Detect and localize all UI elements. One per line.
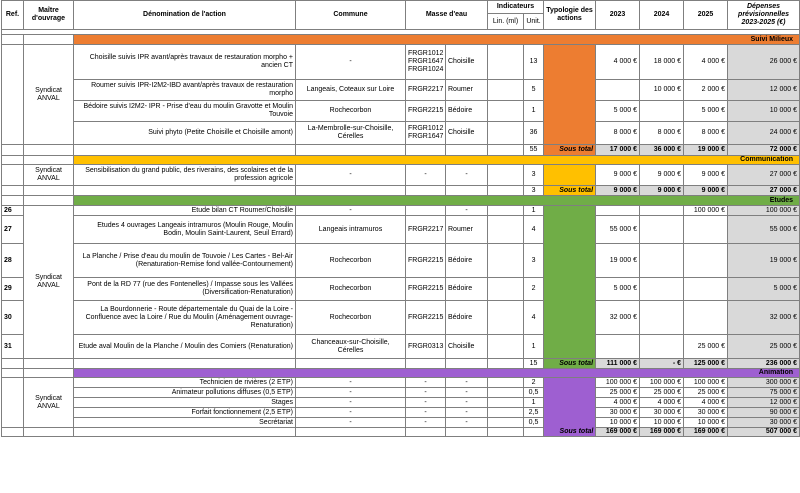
table-row (2, 80, 800, 101)
header-commune: Commune (296, 1, 406, 30)
subtotal-2025: 9 000 € (684, 186, 728, 196)
unit: 1 (524, 206, 544, 216)
y2023: 25 000 € (596, 388, 640, 398)
subtotal-row (2, 359, 800, 369)
commune: Chanceaux-sur-Choisille, Cérelles (296, 335, 406, 359)
table-row (2, 418, 800, 428)
commune: La-Membrolle-sur-Choisille, Cérelles (296, 122, 406, 145)
y2024: 9 000 € (640, 165, 684, 186)
masse-codes: FRGR0313 (406, 335, 446, 359)
masse-name: Bédoire (446, 244, 488, 278)
y2024: 100 000 € (640, 378, 684, 388)
total: 30 000 € (728, 418, 800, 428)
y2023: 8 000 € (596, 122, 640, 145)
masse-name: - (446, 206, 488, 216)
masse-codes: FRGR1012 FRGR1647 (406, 122, 446, 145)
denomination: Technicien de rivières (2 ETP) (74, 378, 296, 388)
denomination: Etudes 4 ouvrages Langeais intramuros (Moulin Rouge, Moulin Bodin, Moulin Saint-Laurent, Seuil Errard) (74, 216, 296, 244)
commune: - (296, 398, 406, 408)
header-row (2, 1, 800, 14)
ref: 29 (2, 278, 24, 301)
y2024: 30 000 € (640, 408, 684, 418)
y2024 (640, 301, 684, 335)
subtotal-2025: 125 000 € (684, 359, 728, 369)
masse-name: Bédoire (446, 101, 488, 122)
masse-name: - (446, 418, 488, 428)
unit: 3 (524, 244, 544, 278)
masse-codes: FRGR2215 (406, 278, 446, 301)
denomination: Roumer suivis IPR-I2M2-IBD avant/après travaux de restauration morpho (74, 80, 296, 101)
table-row (2, 301, 800, 335)
unit: 2 (524, 378, 544, 388)
commune: - (296, 206, 406, 216)
maitre-ouvrage: Syndicat ANVAL (24, 45, 74, 145)
total: 5 000 € (728, 278, 800, 301)
y2023: 4 000 € (596, 398, 640, 408)
y2025: 10 000 € (684, 418, 728, 428)
typologie-bar (544, 165, 596, 186)
masse-codes: - (406, 418, 446, 428)
subtotal-2024: 36 000 € (640, 145, 684, 156)
unit: 36 (524, 122, 544, 145)
table-row (2, 216, 800, 244)
section-etudes-title: Etudes (74, 196, 800, 206)
section-suivi-title: Suivi Milieux (74, 35, 800, 45)
masse-codes: FRGR2215 (406, 244, 446, 278)
table-row (2, 335, 800, 359)
masse-name: Bédoire (446, 278, 488, 301)
y2023: 5 000 € (596, 278, 640, 301)
masse-name: Choisille (446, 122, 488, 145)
y2023: 32 000 € (596, 301, 640, 335)
commune: Rochecorbon (296, 301, 406, 335)
y2025: 100 000 € (684, 206, 728, 216)
commune: Langeais, Coteaux sur Loire (296, 80, 406, 101)
section-communication-title: Communication (74, 156, 800, 165)
commune: - (296, 165, 406, 186)
subtotal-label: Sous total (559, 428, 594, 435)
y2024 (640, 206, 684, 216)
y2025: 25 000 € (684, 335, 728, 359)
y2023: 30 000 € (596, 408, 640, 418)
denomination: La Planche / Prise d'eau du moulin de Touvoie / Les Cartes - Bel-Air (Renaturation-Remise fond vallée-Contournement) (74, 244, 296, 278)
ref: 26 (2, 206, 24, 216)
masse-codes: FRGR2217 (406, 216, 446, 244)
commune: - (296, 408, 406, 418)
typologie-bar (544, 206, 596, 359)
section-animation-title: Animation (74, 369, 800, 378)
header-indicateurs: Indicateurs (488, 1, 544, 14)
y2025: 4 000 € (684, 45, 728, 80)
table-row (2, 45, 800, 80)
section-etudes-header (2, 196, 800, 206)
subtotal-row (2, 145, 800, 156)
maitre-ouvrage: Syndicat ANVAL (24, 378, 74, 428)
y2024 (640, 335, 684, 359)
table-row (2, 388, 800, 398)
unit: 3 (524, 165, 544, 186)
header-unit: Unit. (524, 14, 544, 30)
header-2025: 2025 (684, 1, 728, 30)
y2023: 5 000 € (596, 101, 640, 122)
total: 100 000 € (728, 206, 800, 216)
ref: 28 (2, 244, 24, 278)
subtotal-label: Sous total (544, 359, 596, 369)
y2024: 25 000 € (640, 388, 684, 398)
maitre-ouvrage: Syndicat ANVAL (24, 165, 74, 186)
masse-codes: - (406, 408, 446, 418)
total: 24 000 € (728, 122, 800, 145)
subtotal-2023: 169 000 € (596, 428, 640, 437)
budget-table (1, 0, 800, 437)
subtotal-total: 507 000 € (728, 428, 800, 437)
y2023: 10 000 € (596, 418, 640, 428)
subtotal-2024: - € (640, 359, 684, 369)
header-masse: Masse d'eau (406, 1, 488, 30)
subtotal-2023: 17 000 € (596, 145, 640, 156)
masse-name: Choisille (446, 335, 488, 359)
masse-codes: - (406, 165, 446, 186)
commune: - (296, 418, 406, 428)
section-animation-header (2, 369, 800, 378)
y2024: 18 000 € (640, 45, 684, 80)
subtotal-total: 236 000 € (728, 359, 800, 369)
y2025: 5 000 € (684, 101, 728, 122)
subtotal-unit: 15 (524, 359, 544, 369)
total: 90 000 € (728, 408, 800, 418)
header-maitre: Maître d'ouvrage (24, 1, 74, 30)
subtotal-unit: 55 (524, 145, 544, 156)
section-communication-header (2, 156, 800, 165)
header-lin: Lin. (ml) (488, 14, 524, 30)
subtotal-unit: 3 (524, 186, 544, 196)
masse-codes: FRGR2215 (406, 301, 446, 335)
unit: 1 (524, 335, 544, 359)
total: 26 000 € (728, 45, 800, 80)
denomination: Bédoire suivis I2M2- IPR - Prise d'eau du moulin Gravotte et Moulin Touvoie (74, 101, 296, 122)
denomination: Suivi phyto (Petite Choisille et Choisille amont) (74, 122, 296, 145)
commune: - (296, 45, 406, 80)
unit: 1 (524, 398, 544, 408)
subtotal-2024: 169 000 € (640, 428, 684, 437)
subtotal-2025: 19 000 € (684, 145, 728, 156)
y2024 (640, 101, 684, 122)
masse-name: Bédoire (446, 301, 488, 335)
masse-codes (406, 206, 446, 216)
y2023: 55 000 € (596, 216, 640, 244)
subtotal-unit (524, 428, 544, 437)
subtotal-total: 27 000 € (728, 186, 800, 196)
unit: 5 (524, 80, 544, 101)
header-2024: 2024 (640, 1, 684, 30)
commune: Rochecorbon (296, 101, 406, 122)
subtotal-row (2, 428, 800, 437)
commune: Langeais intramuros (296, 216, 406, 244)
unit: 13 (524, 45, 544, 80)
table-row (2, 122, 800, 145)
subtotal-2023: 9 000 € (596, 186, 640, 196)
table-row (2, 101, 800, 122)
denomination: Secrétariat (74, 418, 296, 428)
total: 32 000 € (728, 301, 800, 335)
commune: Rochecorbon (296, 278, 406, 301)
denomination: Forfait fonctionnement (2,5 ETP) (74, 408, 296, 418)
total: 12 000 € (728, 80, 800, 101)
masse-name: - (446, 378, 488, 388)
subtotal-2025: 169 000 € (684, 428, 728, 437)
unit: 4 (524, 216, 544, 244)
unit: 0,5 (524, 418, 544, 428)
y2024 (640, 244, 684, 278)
header-typologie: Typologie des actions (544, 1, 596, 30)
commune: Rochecorbon (296, 244, 406, 278)
y2025: 9 000 € (684, 165, 728, 186)
table-row (2, 408, 800, 418)
typologie-bar (544, 45, 596, 145)
ref: 27 (2, 216, 24, 244)
y2024: 4 000 € (640, 398, 684, 408)
y2025 (684, 244, 728, 278)
denomination: Sensibilisation du grand public, des riverains, des scolaires et de la profession agricole (74, 165, 296, 186)
commune: - (296, 388, 406, 398)
y2024: 10 000 € (640, 418, 684, 428)
y2023 (596, 80, 640, 101)
subtotal-2024: 9 000 € (640, 186, 684, 196)
total: 12 000 € (728, 398, 800, 408)
denomination: Etude bilan CT Roumer/Choisille (74, 206, 296, 216)
masse-name: - (446, 398, 488, 408)
y2025: 2 000 € (684, 80, 728, 101)
masse-codes: FRGR2217 (406, 80, 446, 101)
y2024 (640, 278, 684, 301)
subtotal-label: Sous total (544, 186, 596, 196)
subtotal-2023: 111 000 € (596, 359, 640, 369)
masse-name: - (446, 408, 488, 418)
commune: - (296, 378, 406, 388)
masse-name: Roumer (446, 216, 488, 244)
table-row (2, 278, 800, 301)
subtotal-total: 72 000 € (728, 145, 800, 156)
y2024: 8 000 € (640, 122, 684, 145)
total: 10 000 € (728, 101, 800, 122)
y2023: 19 000 € (596, 244, 640, 278)
masse-codes: FRGR2215 (406, 101, 446, 122)
header-depenses: Dépenses prévisionnelles 2023-2025 (€) (728, 1, 800, 30)
table-row (2, 244, 800, 278)
y2025: 8 000 € (684, 122, 728, 145)
y2025 (684, 301, 728, 335)
masse-codes: - (406, 398, 446, 408)
total: 27 000 € (728, 165, 800, 186)
ref: 31 (2, 335, 24, 359)
denomination: Choisille suivis IPR avant/après travaux de restauration morpho + ancien CT (74, 45, 296, 80)
unit: 2,5 (524, 408, 544, 418)
maitre-ouvrage: Syndicat ANVAL (24, 206, 74, 359)
y2023: 4 000 € (596, 45, 640, 80)
table-row (2, 378, 800, 388)
unit: 4 (524, 301, 544, 335)
ref: 30 (2, 301, 24, 335)
table-row (2, 165, 800, 186)
masse-name: Choisille (446, 45, 488, 80)
y2023 (596, 335, 640, 359)
denomination: Pont de la RD 77 (rue des Fontenelles) / Impasse sous les Vallées (Diversification-Renaturation) (74, 278, 296, 301)
y2025 (684, 216, 728, 244)
header-denomination: Dénomination de l'action (74, 1, 296, 30)
y2025: 100 000 € (684, 378, 728, 388)
header-ref: Ref. (2, 1, 24, 30)
y2025: 25 000 € (684, 388, 728, 398)
masse-name: Roumer (446, 80, 488, 101)
y2023 (596, 206, 640, 216)
header-2023: 2023 (596, 1, 640, 30)
y2024: 10 000 € (640, 80, 684, 101)
total: 300 000 € (728, 378, 800, 388)
masse-name: - (446, 165, 488, 186)
subtotal-label: Sous total (544, 145, 596, 156)
denomination: Animateur pollutions diffuses (0,5 ETP) (74, 388, 296, 398)
section-suivi-header (2, 35, 800, 45)
subtotal-row (2, 186, 800, 196)
y2024 (640, 216, 684, 244)
total: 55 000 € (728, 216, 800, 244)
denomination: La Bourdonnerie - Route départementale du Quai de la Loire - Confluence avec la Loire / Rue du Moulin (Aménagement ouvrage-Renaturation) (74, 301, 296, 335)
masse-codes: FRGR1012 FRGR1647 FRGR1024 (406, 45, 446, 80)
total: 75 000 € (728, 388, 800, 398)
y2025: 30 000 € (684, 408, 728, 418)
masse-name: - (446, 388, 488, 398)
y2023: 9 000 € (596, 165, 640, 186)
y2025 (684, 278, 728, 301)
y2025: 4 000 € (684, 398, 728, 408)
table-row (2, 398, 800, 408)
total: 19 000 € (728, 244, 800, 278)
denomination: Etude aval Moulin de la Planche / Moulin des Comiers (Renaturation) (74, 335, 296, 359)
masse-codes: - (406, 378, 446, 388)
masse-codes: - (406, 388, 446, 398)
denomination: Stages (74, 398, 296, 408)
table-row (2, 206, 800, 216)
y2023: 100 000 € (596, 378, 640, 388)
unit: 0,5 (524, 388, 544, 398)
unit: 2 (524, 278, 544, 301)
total: 25 000 € (728, 335, 800, 359)
unit: 1 (524, 101, 544, 122)
